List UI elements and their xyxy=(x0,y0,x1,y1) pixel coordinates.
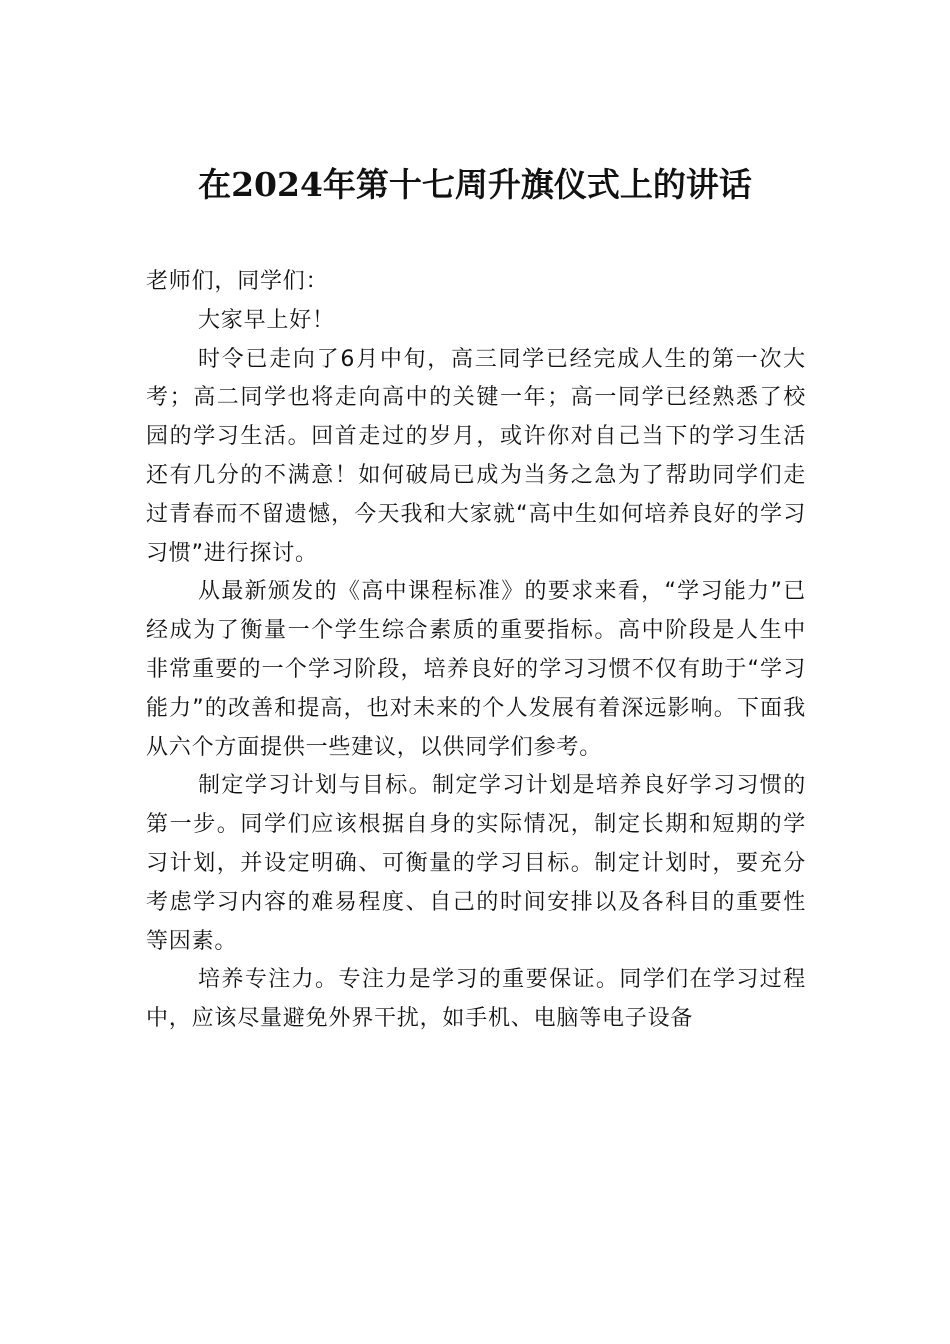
paragraph-greeting: 大家早上好！ xyxy=(198,307,335,333)
paragraph-study-plan: 制定学习计划与目标。制定学习计划是培养良好学习习惯的第一步。同学们应该根据自身的实际情况，制定长期和短期的学习计划，并设定明确、可衡量的学习目标。制定计划时，要充分考虑学习内容的难易程度、自己的时间安排以及各科目的重要性等因素。 xyxy=(146,773,806,954)
paragraph-intro: 时令已走向了6月中旬，高三同学已经完成人生的第一次大考；高二同学也将走向高中的关键一年；高一同学已经熟悉了校园的学习生活。回首走过的岁月，或许你对自己当下的学习生活还有几分的不满意！如何破局已成为当务之急为了帮助同学们走过青春而不留遗憾，今天我和大家就“高中生如何培养良好的学习习惯”进行探讨。 xyxy=(146,346,806,566)
paragraph-focus: 培养专注力。专注力是学习的重要保证。同学们在学习过程中，应该尽量避免外界干扰，如手机、电脑等电子设备 xyxy=(146,967,806,1032)
paragraph-curriculum: 从最新颁发的《高中课程标准》的要求来看，“学习能力”已经成为了衡量一个学生综合素质的重要指标。高中阶段是人生中非常重要的一个学习阶段，培养良好的学习习惯不仅有助于“学习能力”的改善和提高，也对未来的个人发展有着深远影响。下面我从六个方面提供一些建议，以供同学们参考。 xyxy=(146,579,806,760)
salutation: 老师们，同学们： xyxy=(146,269,329,294)
document-title: 在2024年第十七周升旗仪式上的讲话 xyxy=(198,165,752,204)
document-body xyxy=(146,263,806,1039)
